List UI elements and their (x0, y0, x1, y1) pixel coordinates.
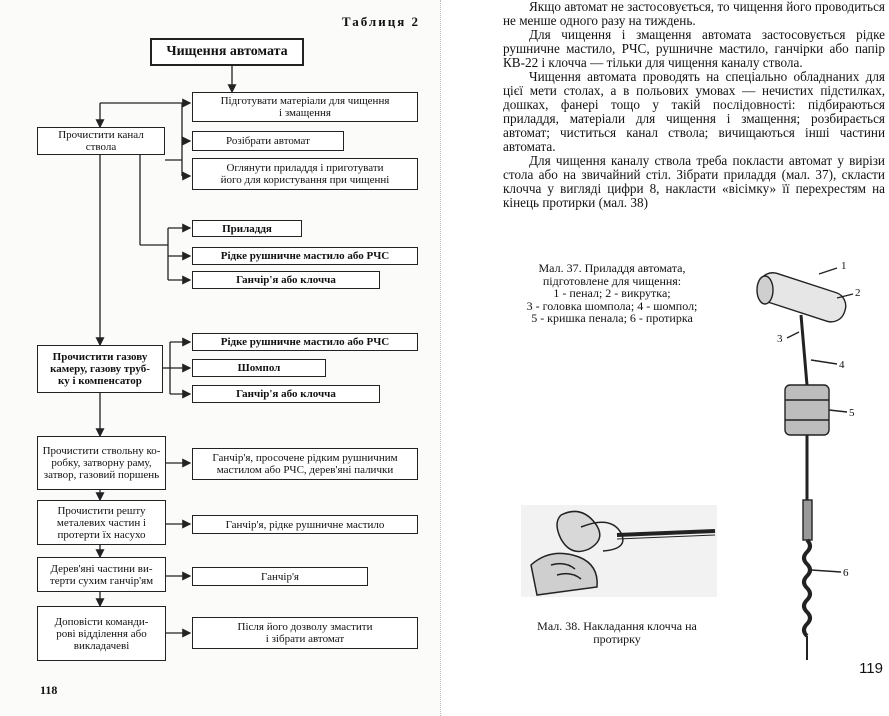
step-disassemble: Розібрати автомат (192, 131, 344, 151)
barrel-item-accessories: Приладдя (192, 220, 302, 237)
gas-item-rags: Ганчір'я або клочча (192, 385, 380, 403)
step-prepare-materials: Підготувати матеріали для чищення і змащення (192, 92, 418, 122)
table-label: Таблиця 2 (341, 14, 420, 29)
gas-item-oil: Рідке рушничне мастило або РЧС (192, 333, 418, 351)
group-clean-receiver: Прочистити ствольну ко- робку, затворну раму, затвор, газовий поршень (37, 436, 166, 490)
paragraph-1: Якщо автомат не застосовується, то чищення його проводиться не менше одного разу на тиждень. (503, 0, 885, 28)
left-page (0, 0, 441, 716)
fig37-label-4: 4 (839, 359, 845, 371)
right-page (441, 0, 889, 716)
fig37-label-2: 2 (855, 287, 861, 299)
fig37-label-1: 1 (841, 260, 847, 272)
fig37-accessories-illustration (741, 260, 871, 665)
paragraph-2: Для чищення і змащення автомата застосовується рідке рушничне мастило, РЧС, рушничне мастило, ганчірки або папір КВ-22 і клочча — тільки для чищення каналу ствола. (503, 27, 885, 70)
page-number-left: 118 (40, 683, 58, 697)
page-number-right: 119 (859, 660, 883, 677)
step-inspect-accessories: Оглянути приладдя і приготувати його для користування при чищенні (192, 158, 418, 190)
fig38-caption: Мал. 38. Накладання клочча на протирку (537, 619, 697, 646)
group-report-commander: Доповісти команди- рові відділення або викладачеві (37, 606, 166, 661)
metal-item: Ганчір'я, рідке рушничне мастило (192, 515, 418, 534)
group-clean-gas-chamber: Прочистити газову камеру, газову труб- ку і компенсатор (37, 345, 163, 393)
chart-title: Чищення автомата (150, 38, 304, 66)
wood-item: Ганчір'я (192, 567, 368, 586)
barrel-item-oil: Рідке рушничне мастило або РЧС (192, 247, 418, 265)
fig37-label-6: 6 (843, 567, 849, 579)
body-text (503, 0, 885, 210)
group-clean-barrel: Прочистити канал ствола (37, 127, 165, 155)
group-clean-metal-parts: Прочистити решту металевих частин і протерти їх насухо (37, 500, 166, 545)
report-item: Після його дозволу змастити і зібрати автомат (192, 617, 418, 649)
gas-item-rod: Шомпол (192, 359, 326, 377)
fig37-caption: Мал. 37. Приладдя автомата, підготовлене для чищення: 1 - пенал; 2 - викрутка; 3 - головка шомпола; 4 - шомпол; 5 - кришка пенала; 6 - протирка (526, 261, 698, 325)
fig37-label-3: 3 (777, 333, 783, 345)
group-wipe-wood-parts: Дерев'яні частини ви- терти сухим ганчір'ям (37, 557, 166, 592)
receiver-item: Ганчір'я, просочене рідким рушничним мастилом або РЧС, дерев'яні палички (192, 448, 418, 480)
paragraph-3: Чищення автомата проводять на спеціально обладнаних для цієї мети столах, а в польових умовах — нечистих підстилках, дошках, фанері тощо у такій послідовності: підбираються приладдя, матеріали для чищення і змащення; розбирається автомат; чиститься канал ствола; вичищаються інші частини автомата. (503, 69, 885, 154)
fig38-tow-illustration (521, 505, 717, 597)
paragraph-4: Для чищення каналу ствола треба покласти автомат у вирізи стола або на звичайний стіл. Зібрати приладдя (мал. 37), скласти клочча у вигляді цифри 8, накласти «вісімку» її перехрестям на кінець протирки (мал. 38) (503, 153, 885, 210)
fig37-label-5: 5 (849, 407, 855, 419)
barrel-item-rags: Ганчір'я або клочча (192, 271, 380, 289)
